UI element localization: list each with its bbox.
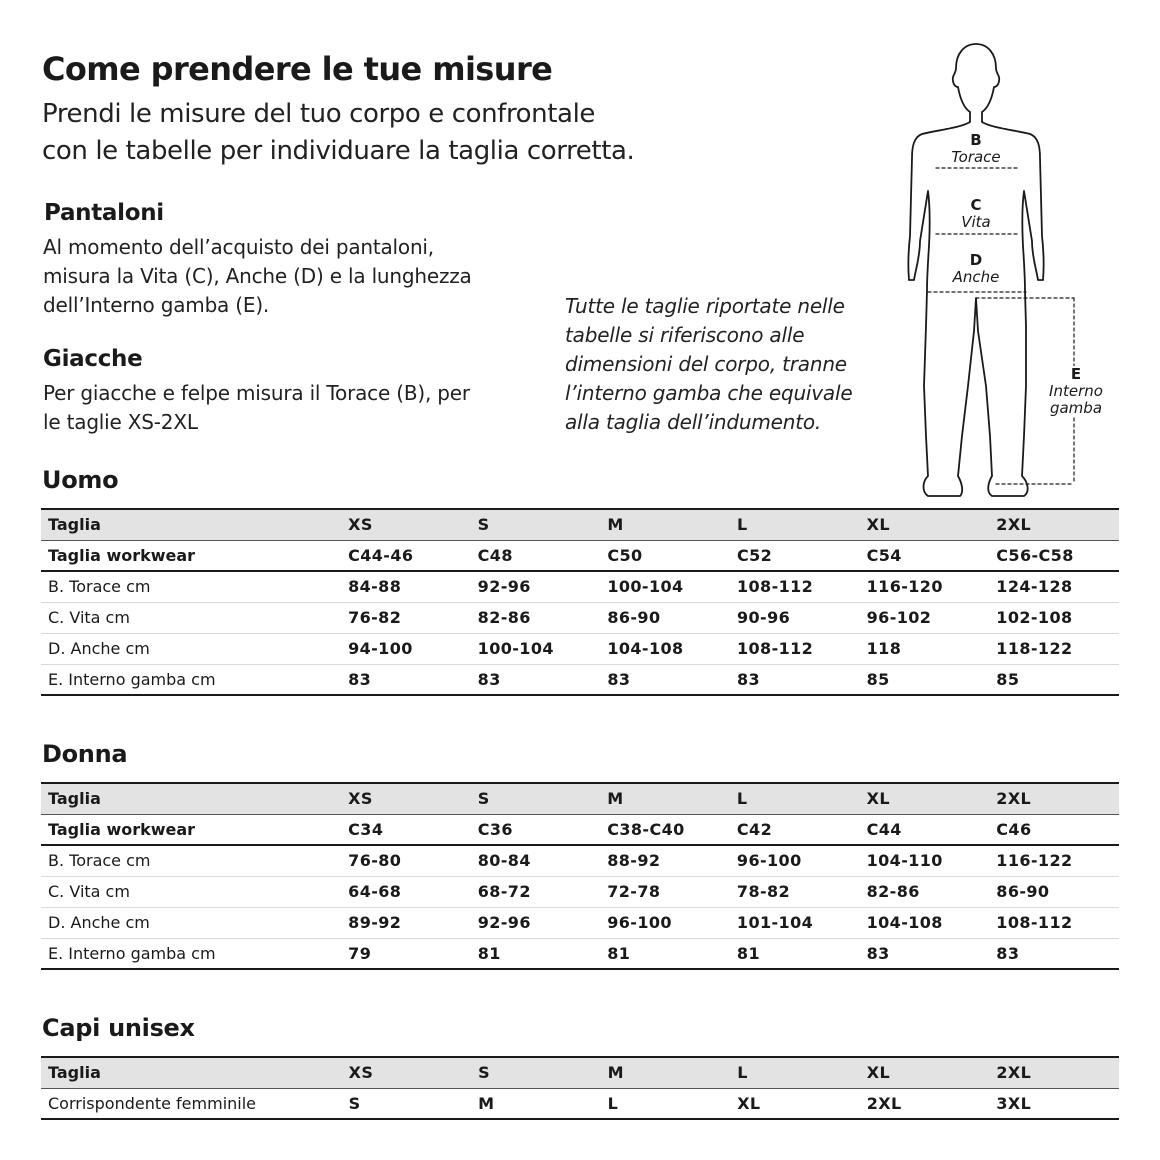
giacche-title: Giacche xyxy=(43,346,143,372)
table-cell: 82-86 xyxy=(860,876,990,907)
header-cell: Taglia xyxy=(41,783,341,814)
table-cell: 68-72 xyxy=(471,876,601,907)
label-d xyxy=(940,252,1012,286)
table-cell: 79 xyxy=(341,938,471,969)
note-line: dimensioni del corpo, tranne xyxy=(565,352,847,376)
table-cell: 81 xyxy=(730,938,860,969)
table-cell: C34 xyxy=(341,814,471,845)
table-cell: 83 xyxy=(989,938,1119,969)
uomo-table xyxy=(41,508,1119,696)
label-c-key: C xyxy=(970,196,982,214)
table-row xyxy=(41,1088,1119,1119)
pantaloni-text xyxy=(43,233,472,320)
table-cell: 85 xyxy=(989,664,1119,695)
note-line: l’interno gamba che equivale xyxy=(565,381,853,405)
table-row xyxy=(41,633,1119,664)
row-label: E. Interno gamba cm xyxy=(41,938,341,969)
sizes-note xyxy=(565,292,885,437)
donna-table xyxy=(41,782,1119,970)
label-d-text: Anche xyxy=(952,268,1000,286)
unisex-table xyxy=(41,1056,1119,1120)
header-cell: L xyxy=(730,783,860,814)
table-cell: C52 xyxy=(730,540,860,571)
table-cell: C36 xyxy=(471,814,601,845)
table-cell: 81 xyxy=(600,938,730,969)
header-cell: 2XL xyxy=(989,783,1119,814)
table-cell: 76-80 xyxy=(341,845,471,876)
row-label: Taglia workwear xyxy=(41,814,341,845)
table-cell: 85 xyxy=(860,664,990,695)
table-cell: 84-88 xyxy=(341,571,471,602)
table-cell: 83 xyxy=(730,664,860,695)
row-label: E. Interno gamba cm xyxy=(41,664,341,695)
table-cell: 76-82 xyxy=(341,602,471,633)
table-row xyxy=(41,845,1119,876)
table-cell: 118-122 xyxy=(989,633,1119,664)
table-cell: 78-82 xyxy=(730,876,860,907)
header-cell: S xyxy=(471,509,601,540)
table-cell: XL xyxy=(730,1088,860,1119)
table-cell: 108-112 xyxy=(730,571,860,602)
pantaloni-line: dell’Interno gamba (E). xyxy=(43,293,270,317)
table-cell: C56-C58 xyxy=(989,540,1119,571)
body-outline-icon xyxy=(900,36,1130,506)
table-cell: C44 xyxy=(860,814,990,845)
table-cell: 83 xyxy=(341,664,471,695)
intro-line: con le tabelle per individuare la taglia corretta. xyxy=(42,136,635,166)
table-cell: C48 xyxy=(471,540,601,571)
table-cell: 104-108 xyxy=(600,633,730,664)
table-cell: 83 xyxy=(471,664,601,695)
table-cell: 83 xyxy=(600,664,730,695)
table-cell: 96-102 xyxy=(860,602,990,633)
table-cell: 101-104 xyxy=(730,907,860,938)
table-cell: C50 xyxy=(600,540,730,571)
header-cell: M xyxy=(601,1057,731,1088)
table-cell: 86-90 xyxy=(989,876,1119,907)
table-cell: 64-68 xyxy=(341,876,471,907)
table-row xyxy=(41,876,1119,907)
label-c xyxy=(940,197,1012,231)
pantaloni-line: misura la Vita (C), Anche (D) e la lunghezza xyxy=(43,264,472,288)
table-header-row xyxy=(41,1057,1119,1088)
label-e-text: Interno xyxy=(1049,382,1103,400)
giacche-text xyxy=(43,379,470,437)
table-cell: 3XL xyxy=(989,1088,1119,1119)
pantaloni-title: Pantaloni xyxy=(44,200,164,226)
table-cell: S xyxy=(342,1088,472,1119)
table-cell: 96-100 xyxy=(730,845,860,876)
table-cell: 92-96 xyxy=(471,571,601,602)
table-cell: 104-110 xyxy=(860,845,990,876)
intro-text xyxy=(42,96,682,170)
note-line: tabelle si riferiscono alle xyxy=(565,323,805,347)
header-cell: S xyxy=(471,1057,601,1088)
row-label: C. Vita cm xyxy=(41,876,341,907)
table-cell: 108-112 xyxy=(730,633,860,664)
label-b-key: B xyxy=(970,131,982,149)
table-cell: 104-108 xyxy=(860,907,990,938)
table-cell: 89-92 xyxy=(341,907,471,938)
table-cell: 90-96 xyxy=(730,602,860,633)
header-cell: XS xyxy=(342,1057,472,1088)
table-row xyxy=(41,907,1119,938)
table-cell: 116-120 xyxy=(860,571,990,602)
table-cell: 102-108 xyxy=(989,602,1119,633)
label-d-key: D xyxy=(969,251,983,269)
table-header-row xyxy=(41,509,1119,540)
table-row xyxy=(41,602,1119,633)
intro-line: Prendi le misure del tuo corpo e confrontale xyxy=(42,99,595,129)
page-title: Come prendere le tue misure xyxy=(42,50,553,88)
header-cell: 2XL xyxy=(989,1057,1119,1088)
label-e xyxy=(1042,366,1110,417)
table-row xyxy=(41,540,1119,571)
table-cell: 88-92 xyxy=(600,845,730,876)
uomo-title: Uomo xyxy=(42,466,119,494)
table-cell: 81 xyxy=(471,938,601,969)
giacche-line: le taglie XS-2XL xyxy=(43,410,198,434)
label-c-text: Vita xyxy=(961,213,991,231)
table-cell: 92-96 xyxy=(471,907,601,938)
table-cell: 118 xyxy=(860,633,990,664)
table-cell: 124-128 xyxy=(989,571,1119,602)
row-label: C. Vita cm xyxy=(41,602,341,633)
header-cell: M xyxy=(600,509,730,540)
table-cell: 80-84 xyxy=(471,845,601,876)
header-cell: Taglia xyxy=(41,1057,342,1088)
table-cell: 82-86 xyxy=(471,602,601,633)
table-cell: 116-122 xyxy=(989,845,1119,876)
row-label: D. Anche cm xyxy=(41,633,341,664)
table-cell: L xyxy=(601,1088,731,1119)
table-header-row xyxy=(41,783,1119,814)
table-cell: C38-C40 xyxy=(600,814,730,845)
label-b xyxy=(940,132,1012,166)
table-cell: 100-104 xyxy=(600,571,730,602)
table-cell: 94-100 xyxy=(341,633,471,664)
header-cell: S xyxy=(471,783,601,814)
table-cell: M xyxy=(471,1088,601,1119)
body-measure-figure xyxy=(900,36,1130,506)
label-e-text: gamba xyxy=(1049,399,1103,417)
table-cell: C54 xyxy=(860,540,990,571)
table-cell: C42 xyxy=(730,814,860,845)
header-cell: XS xyxy=(341,509,471,540)
header-cell: Taglia xyxy=(41,509,341,540)
header-cell: XS xyxy=(341,783,471,814)
row-label: Corrispondente femminile xyxy=(41,1088,342,1119)
row-label: B. Torace cm xyxy=(41,571,341,602)
note-line: Tutte le taglie riportate nelle xyxy=(565,294,845,318)
pantaloni-line: Al momento dell’acquisto dei pantaloni, xyxy=(43,235,434,259)
header-cell: L xyxy=(730,1057,860,1088)
table-row xyxy=(41,814,1119,845)
donna-title: Donna xyxy=(42,740,128,768)
table-cell: C46 xyxy=(989,814,1119,845)
row-label: D. Anche cm xyxy=(41,907,341,938)
header-cell: L xyxy=(730,509,860,540)
note-line: alla taglia dell’indumento. xyxy=(565,410,822,434)
header-cell: 2XL xyxy=(989,509,1119,540)
table-cell: 72-78 xyxy=(600,876,730,907)
header-cell: M xyxy=(600,783,730,814)
label-e-key: E xyxy=(1070,365,1082,383)
table-cell: 96-100 xyxy=(600,907,730,938)
table-cell: 86-90 xyxy=(600,602,730,633)
table-cell: 2XL xyxy=(860,1088,990,1119)
unisex-title: Capi unisex xyxy=(42,1014,195,1042)
giacche-line: Per giacche e felpe misura il Torace (B), per xyxy=(43,381,470,405)
table-row xyxy=(41,664,1119,695)
table-cell: 108-112 xyxy=(989,907,1119,938)
table-row xyxy=(41,571,1119,602)
header-cell: XL xyxy=(860,783,990,814)
row-label: Taglia workwear xyxy=(41,540,341,571)
header-cell: XL xyxy=(860,509,990,540)
table-row xyxy=(41,938,1119,969)
header-cell: XL xyxy=(860,1057,990,1088)
table-cell: 83 xyxy=(860,938,990,969)
table-cell: C44-46 xyxy=(341,540,471,571)
row-label: B. Torace cm xyxy=(41,845,341,876)
table-cell: 100-104 xyxy=(471,633,601,664)
label-b-text: Torace xyxy=(951,148,1001,166)
